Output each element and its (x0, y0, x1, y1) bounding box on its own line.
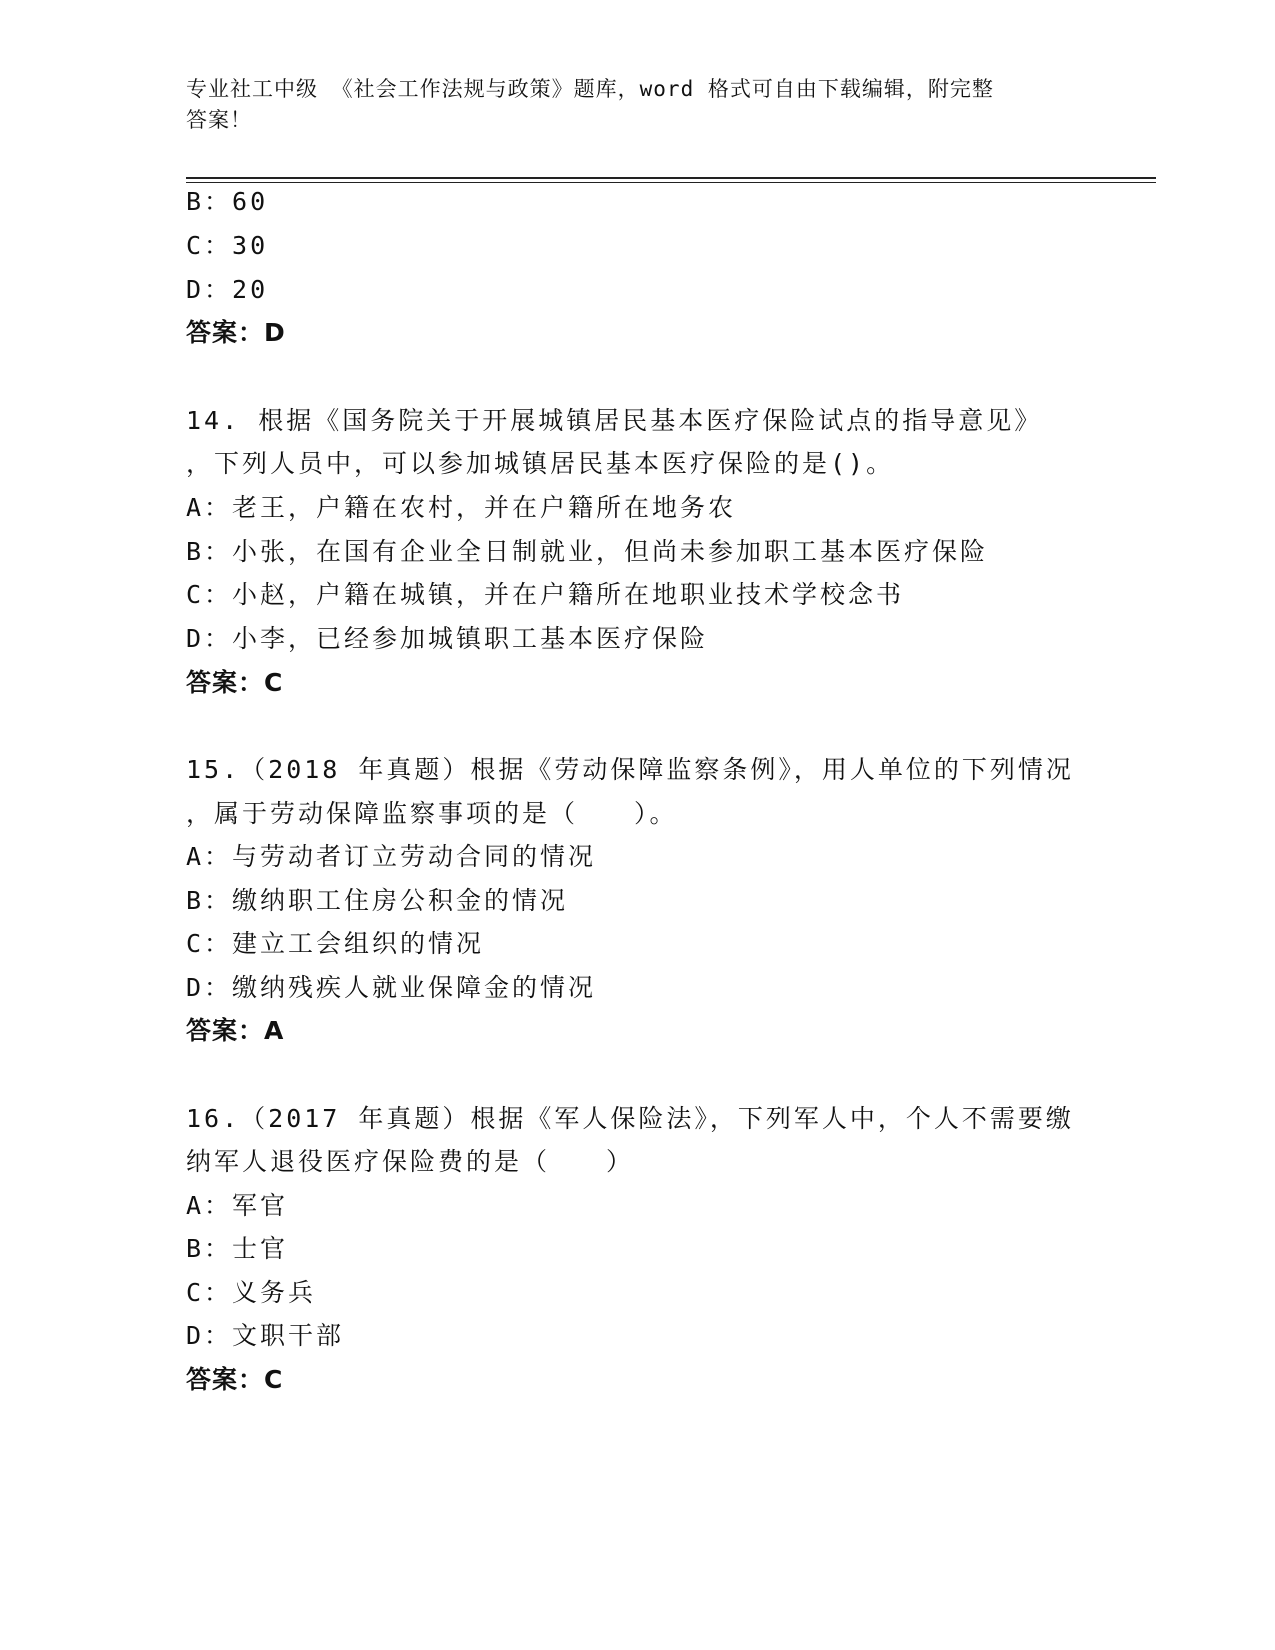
question-16-stem-line1: 16.（2017 年真题）根据《军人保险法》，下列军人中，个人不需要缴 (186, 1104, 1074, 1133)
page-header (186, 74, 1086, 136)
question-15-stem-line1: 15.（2018 年真题）根据《劳动保障监察条例》，用人单位的下列情况 (186, 755, 1074, 784)
option-b: B：60 (186, 187, 269, 216)
question-15-stem-line2: ，属于劳动保障监察事项的是（ ）。 (186, 799, 678, 828)
option-c: C：30 (186, 231, 269, 260)
question-15-option-a: A：与劳动者订立劳动合同的情况 (186, 842, 597, 871)
question-14-stem-line2: ，下列人员中，可以参加城镇居民基本医疗保险的是()。 (186, 449, 895, 478)
question-16-option-a: A：军官 (186, 1191, 289, 1220)
question-16-option-b: B：士官 (186, 1234, 289, 1263)
question-15-option-d: D：缴纳残疾人就业保障金的情况 (186, 973, 597, 1002)
question-16-option-d: D：文职干部 (186, 1321, 345, 1350)
question-14-option-a: A：老王，户籍在农村，并在户籍所在地务农 (186, 493, 737, 522)
question-14-option-b: B：小张，在国有企业全日制就业，但尚未参加职工基本医疗保险 (186, 537, 989, 566)
question-16-option-c: C：义务兵 (186, 1278, 317, 1307)
question-14-option-d: D：小李，已经参加城镇职工基本医疗保险 (186, 624, 709, 653)
question-16-stem-line2: 纳军人退役医疗保险费的是（ ） (186, 1147, 635, 1176)
option-d: D：20 (186, 275, 269, 304)
question-14-answer: 答案：C (186, 668, 284, 697)
question-14-stem-line1: 14. 根据《国务院关于开展城镇居民基本医疗保险试点的指导意见》 (186, 406, 1043, 435)
question-15-answer: 答案：A (186, 1016, 285, 1045)
question-15-option-b: B：缴纳职工住房公积金的情况 (186, 886, 569, 915)
header-title-line1: 专业社工中级 《社会工作法规与政策》题库，word 格式可自由下载编辑，附完整 (186, 77, 994, 101)
header-rule-thin (186, 182, 1156, 183)
answer-label: 答案：D (186, 318, 286, 347)
question-16-answer: 答案：C (186, 1365, 284, 1394)
header-title-line2: 答案！ (186, 108, 252, 132)
question-15-option-c: C：建立工会组织的情况 (186, 929, 485, 958)
header-rule-thick (186, 177, 1156, 179)
question-14-option-c: C：小赵，户籍在城镇，并在户籍所在地职业技术学校念书 (186, 580, 905, 609)
